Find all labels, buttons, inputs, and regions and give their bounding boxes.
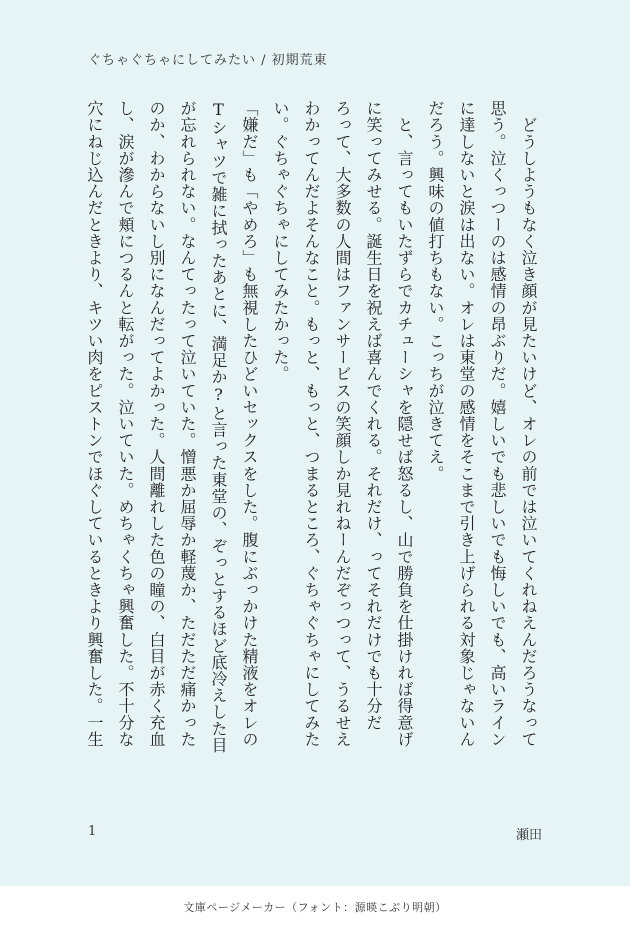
text-line: が忘れられない。なんてったって泣いていた。憎悪か屈辱か軽蔑か、ただただ痛かった: [178, 100, 197, 748]
text-line: ろって、大多数の人間はファンサービスの笑顔しか見れねーんだぞっつって、うるせえ: [333, 100, 352, 748]
author-name: 瀬田: [515, 828, 542, 843]
text-line: どうしようもなく泣き顔が見たいけど、オレの前では泣いてくれねえんだろうなって: [519, 100, 538, 748]
text-line: だろう。興味の値打ちもない。こっちが泣きてえ。: [426, 100, 445, 482]
text-line: 思う。泣くっつーのは感情の昂ぶりだ。嬉しいでも悲しいでも悔しいでも、高いライン: [488, 100, 507, 748]
text-line: い。ぐちゃぐちゃにしてみたかった。: [271, 100, 290, 383]
page-number: 1: [88, 824, 97, 839]
text-line: 穴にねじ込んだときより、キツい肉をピストンでほぐしているときより興奮した。一生: [85, 100, 104, 748]
footer-credit: 文庫ページメーカー（フォント：源暎こぶり明朝）: [0, 886, 630, 928]
text-line: に笑ってみせる。誕生日を祝えば喜んでくれる。それだけ、ってそれだけでも十分だ: [364, 100, 383, 731]
text-line: と、言ってもいたずらでカチューシャを隠せば怒るし、山で勝負を仕掛ければ得意げ: [395, 100, 414, 748]
text-line: Tシャツで雑に拭ったあとに、満足か?と言った東堂の、ぞっとするほど底冷えした目: [209, 100, 228, 754]
text-line: わかってんだよそんなこと。もっと、もっと、つまるところ、ぐちゃぐちゃにしてみた: [302, 100, 321, 748]
page-header-title: ぐちゃぐちゃにしてみたい / 初期荒東: [88, 53, 328, 68]
text-line: し、涙が滲んで頬につるんと転がった。泣いていた。めちゃくちゃ興奮した。不十分な: [116, 100, 135, 748]
vertical-body-text: [79, 100, 544, 754]
text-line: に達しないと涙は出ない。オレは東堂の感情をそこまで引き上げられる対象じゃないん: [457, 100, 476, 748]
text-line: 「嫌だ」も「やめろ」も無視したひどいセックスをした。腹にぶっかけた精液をオレの: [240, 100, 259, 748]
text-line: のか、わからないし別になんだってよかった。人間離れした色の瞳の、白目が赤く充血: [147, 100, 166, 748]
